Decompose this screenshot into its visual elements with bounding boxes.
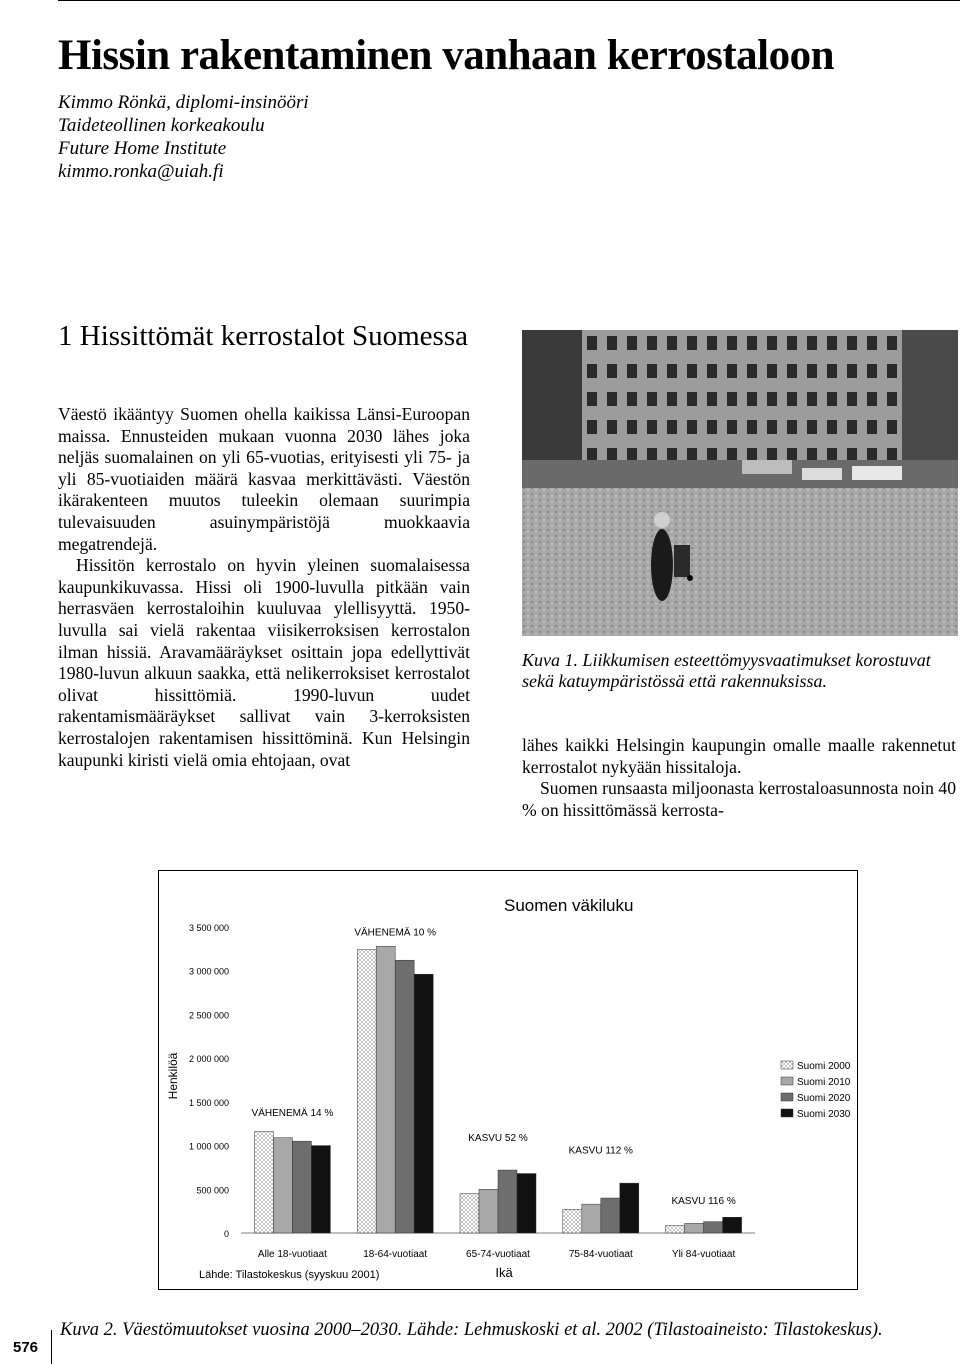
bar (563, 1209, 582, 1233)
legend-label: Suomi 2020 (797, 1093, 851, 1104)
right-text-column (522, 735, 956, 821)
bar (601, 1198, 620, 1233)
bar (479, 1189, 498, 1233)
left-text-column (58, 404, 470, 771)
legend-swatch (781, 1093, 793, 1101)
bar (357, 950, 376, 1233)
y-tick-label: 2 000 000 (188, 1054, 229, 1065)
legend-label: Suomi 2030 (797, 1109, 851, 1120)
bar (414, 974, 433, 1233)
population-chart (158, 870, 858, 1290)
paragraph: Hissitön kerrostalo on hyvin yleinen suomalaisessa kaupunkikuvassa. Hissi oli 1900-luvulla pitkään vain herrasväen kerrostaloihin kuuluvaa ylellisyyttä. 1950-luvulla sai vielä rakentaa viisikerroksisen kerrostalon ilman hissiä. Aravamääräykset osittain jopa edellyttivät 1980-luvun alkuun saakka, että nelikerroksiset kerrostalot olivat hissittömiä. 1990-luvun uudet rakentamismääräykset sallivat vain 3-kerroksisten kerrostalojen rakentamisen hissittöminä. Kun Helsingin kaupunki kiristi vielä omia ehtojaan, ovat (58, 555, 470, 770)
y-axis-label: Henkilöä (166, 1052, 180, 1100)
y-tick-label: 500 000 (196, 1185, 229, 1196)
y-tick-label: 3 500 000 (188, 923, 229, 933)
y-tick-label: 1 500 000 (188, 1097, 229, 1108)
section-heading: 1 Hissittömät kerrostalot Suomessa (58, 320, 468, 352)
bar (254, 1132, 273, 1233)
x-tick-label: 75-84-vuotiaat (568, 1249, 633, 1260)
y-tick-label: 3 000 000 (188, 966, 229, 977)
bar (685, 1223, 704, 1233)
bar (498, 1170, 517, 1233)
bar (460, 1194, 479, 1233)
bar (395, 960, 414, 1233)
bar (376, 946, 395, 1233)
author-block (58, 91, 309, 183)
y-tick-label: 0 (223, 1229, 229, 1239)
bar (666, 1226, 685, 1233)
article-title: Hissin rakentaminen vanhaan kerrostaloon (58, 32, 835, 79)
author-affiliation: Taideteollinen korkeakoulu (58, 115, 265, 136)
chart-annotation: VÄHENEMÄ 14 % (251, 1107, 334, 1119)
paragraph: Suomen runsaasta miljoonasta kerrostaloasunnosta noin 40 % on hissittömässä kerrosta- (522, 778, 956, 820)
author-institute: Future Home Institute (58, 138, 227, 159)
chart-annotation: KASVU 112 % (568, 1145, 633, 1157)
legend-swatch (781, 1061, 793, 1069)
author-name: Kimmo Rönkä, diplomi-insinööri (58, 92, 309, 113)
figure-2-caption: Kuva 2. Väestömuutokset vuosina 2000–2030. Lähde: Lehmuskoski et al. 2002 (Tilastoaineisto: Tilastokeskus). (60, 1320, 883, 1340)
bar (704, 1222, 723, 1233)
paragraph: lähes kaikki Helsingin kaupungin omalle maalle rakennetut kerrostalot nykyään hissitaloja. (522, 735, 956, 777)
x-tick-label: Alle 18-vuotiaat (257, 1249, 327, 1260)
chart-annotation: KASVU 116 % (671, 1196, 736, 1208)
chart-annotation: VÄHENEMÄ 10 % (354, 927, 437, 939)
paragraph: Väestö ikääntyy Suomen ohella kaikissa Länsi-Euroopan maissa. Ennusteiden mukaan vuonna 2030 lähes joka neljäs suomalainen on yli 65-vuotias, erityisesti yli 75- ja yli 85-vuotiaiden määrä kasvaa merkittävästi. Väestön ikärakenteen muutos tuleekin olemaan suurimpia tulevaisuuden asuinympäristöjä muokkaavia megatrendejä. (58, 404, 470, 554)
page-number: 576 (0, 1330, 52, 1364)
bar (273, 1138, 292, 1233)
bar (620, 1183, 639, 1233)
street-photo (522, 330, 958, 636)
legend-label: Suomi 2010 (797, 1077, 851, 1088)
chart-annotation: KASVU 52 % (468, 1133, 528, 1145)
author-email[interactable]: kimmo.ronka@uiah.fi (58, 161, 224, 182)
x-tick-label: Yli 84-vuotiaat (671, 1249, 736, 1260)
figure-1-caption: Kuva 1. Liikkumisen esteettömyysvaatimukset korostuvat sekä katuympäristössä että rakennuksissa. (522, 650, 931, 691)
bar (582, 1204, 601, 1233)
chart-title: Suomen väkiluku (504, 896, 634, 915)
legend-swatch (781, 1109, 793, 1117)
bar (292, 1141, 311, 1233)
bar (723, 1217, 742, 1233)
street-photo-illustration (522, 330, 958, 636)
legend-label: Suomi 2000 (797, 1061, 851, 1072)
bar (517, 1174, 536, 1233)
y-tick-label: 1 000 000 (188, 1141, 229, 1152)
x-tick-label: 65-74-vuotiaat (466, 1249, 530, 1260)
chart-source: Lähde: Tilastokeskus (syyskuu 2001) (199, 1269, 380, 1281)
y-tick-label: 2 500 000 (188, 1010, 229, 1021)
legend-swatch (781, 1077, 793, 1085)
x-axis-label: Ikä (495, 1265, 513, 1280)
bar (311, 1146, 330, 1233)
chart-canvas (159, 871, 857, 1289)
top-rule (58, 0, 960, 1)
x-tick-label: 18-64-vuotiaat (363, 1249, 428, 1260)
